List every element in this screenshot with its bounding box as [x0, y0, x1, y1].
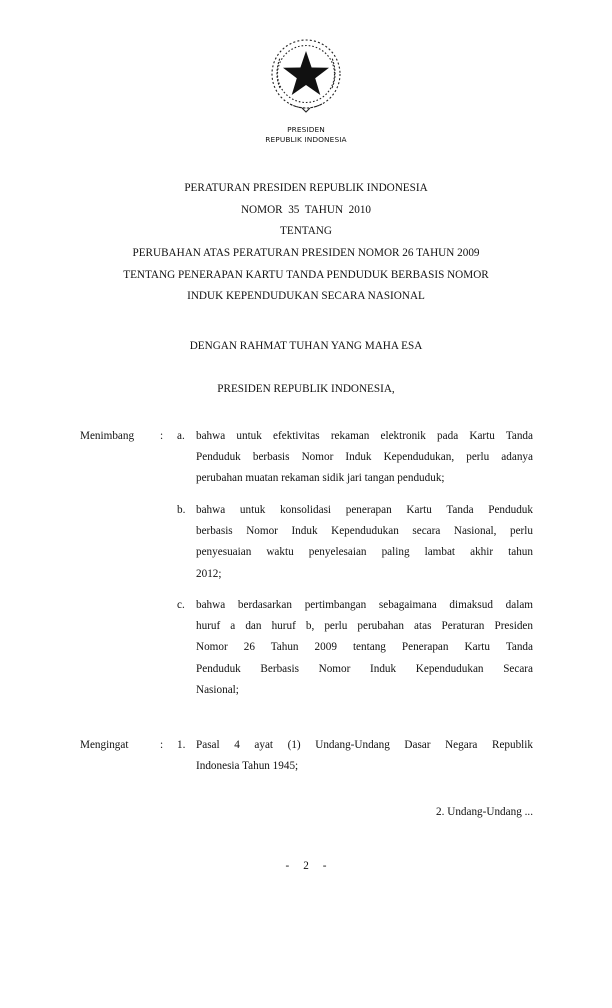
- continuation-text: 2. Undang-Undang ...: [436, 806, 533, 818]
- text-line: berbasis Nomor Induk Kependudukan secara Nasional, perlu: [196, 525, 533, 538]
- text-line: Pasal 4 ayat (1) Undang-Undang Dasar Negara Republik: [196, 739, 533, 751]
- text-line: 2012;: [196, 567, 222, 580]
- text-line: bahwa untuk efektivitas rekaman elektronik pada Kartu Tanda: [196, 430, 533, 442]
- item-text: [196, 503, 533, 588]
- item-marker: c.: [177, 599, 185, 611]
- item-text: [196, 429, 533, 493]
- blessing-line: DENGAN RAHMAT TUHAN YANG MAHA ESA: [189, 340, 423, 352]
- text-line: Nomor 26 Tahun 2009 tentang Penerapan Kartu Tanda: [196, 641, 533, 654]
- text-line: perubahan muatan rekaman sidik jari tangan penduduk;: [196, 472, 445, 485]
- text-line: bahwa berdasarkan pertimbangan sebagaimana dimaksud dalam: [196, 599, 533, 611]
- item-marker: a.: [177, 430, 185, 442]
- title-regulation-number: NOMOR 35 TAHUN 2010: [240, 204, 372, 216]
- text-line: penyesuaian waktu penyelesaian paling lambat akhir tahun: [196, 546, 533, 559]
- item-marker: 1.: [177, 739, 186, 751]
- item-marker: b.: [177, 504, 186, 516]
- menimbang-label: Menimbang: [80, 430, 135, 442]
- mengingat-label: Mengingat: [80, 739, 129, 751]
- title-line-5: TENTANG PENERAPAN KARTU TANDA PENDUDUK BERBASIS NOMOR: [123, 269, 489, 281]
- text-line: bahwa untuk konsolidasi penerapan Kartu Tanda Penduduk: [196, 504, 533, 516]
- presidential-emblem-icon: [268, 36, 344, 116]
- institution-line-2: REPUBLIK INDONESIA: [265, 135, 347, 144]
- page-number: - 2 -: [285, 860, 327, 872]
- text-line: Nasional;: [196, 683, 239, 696]
- item-text: [196, 598, 533, 704]
- item-text: [196, 738, 533, 780]
- title-tentang: TENTANG: [280, 225, 332, 237]
- text-line: huruf a dan huruf b, perlu perubahan atas Peraturan Presiden: [196, 620, 533, 633]
- menimbang-colon: :: [160, 430, 164, 442]
- authority-line: PRESIDEN REPUBLIK INDONESIA,: [217, 383, 395, 395]
- mengingat-colon: :: [160, 739, 164, 751]
- title-line-6: INDUK KEPENDUDUKAN SECARA NASIONAL: [187, 290, 425, 302]
- title-line-4: PERUBAHAN ATAS PERATURAN PRESIDEN NOMOR 26 TAHUN 2009: [132, 247, 480, 259]
- institution-line-1: PRESIDEN: [287, 125, 325, 134]
- title-line-1: PERATURAN PRESIDEN REPUBLIK INDONESIA: [184, 182, 428, 194]
- text-line: Penduduk berbasis Nomor Induk Kependudukan, perlu adanya: [196, 451, 533, 464]
- text-line: Penduduk Berbasis Nomor Induk Kependudukan Secara: [196, 662, 533, 675]
- text-line: Indonesia Tahun 1945;: [196, 760, 299, 773]
